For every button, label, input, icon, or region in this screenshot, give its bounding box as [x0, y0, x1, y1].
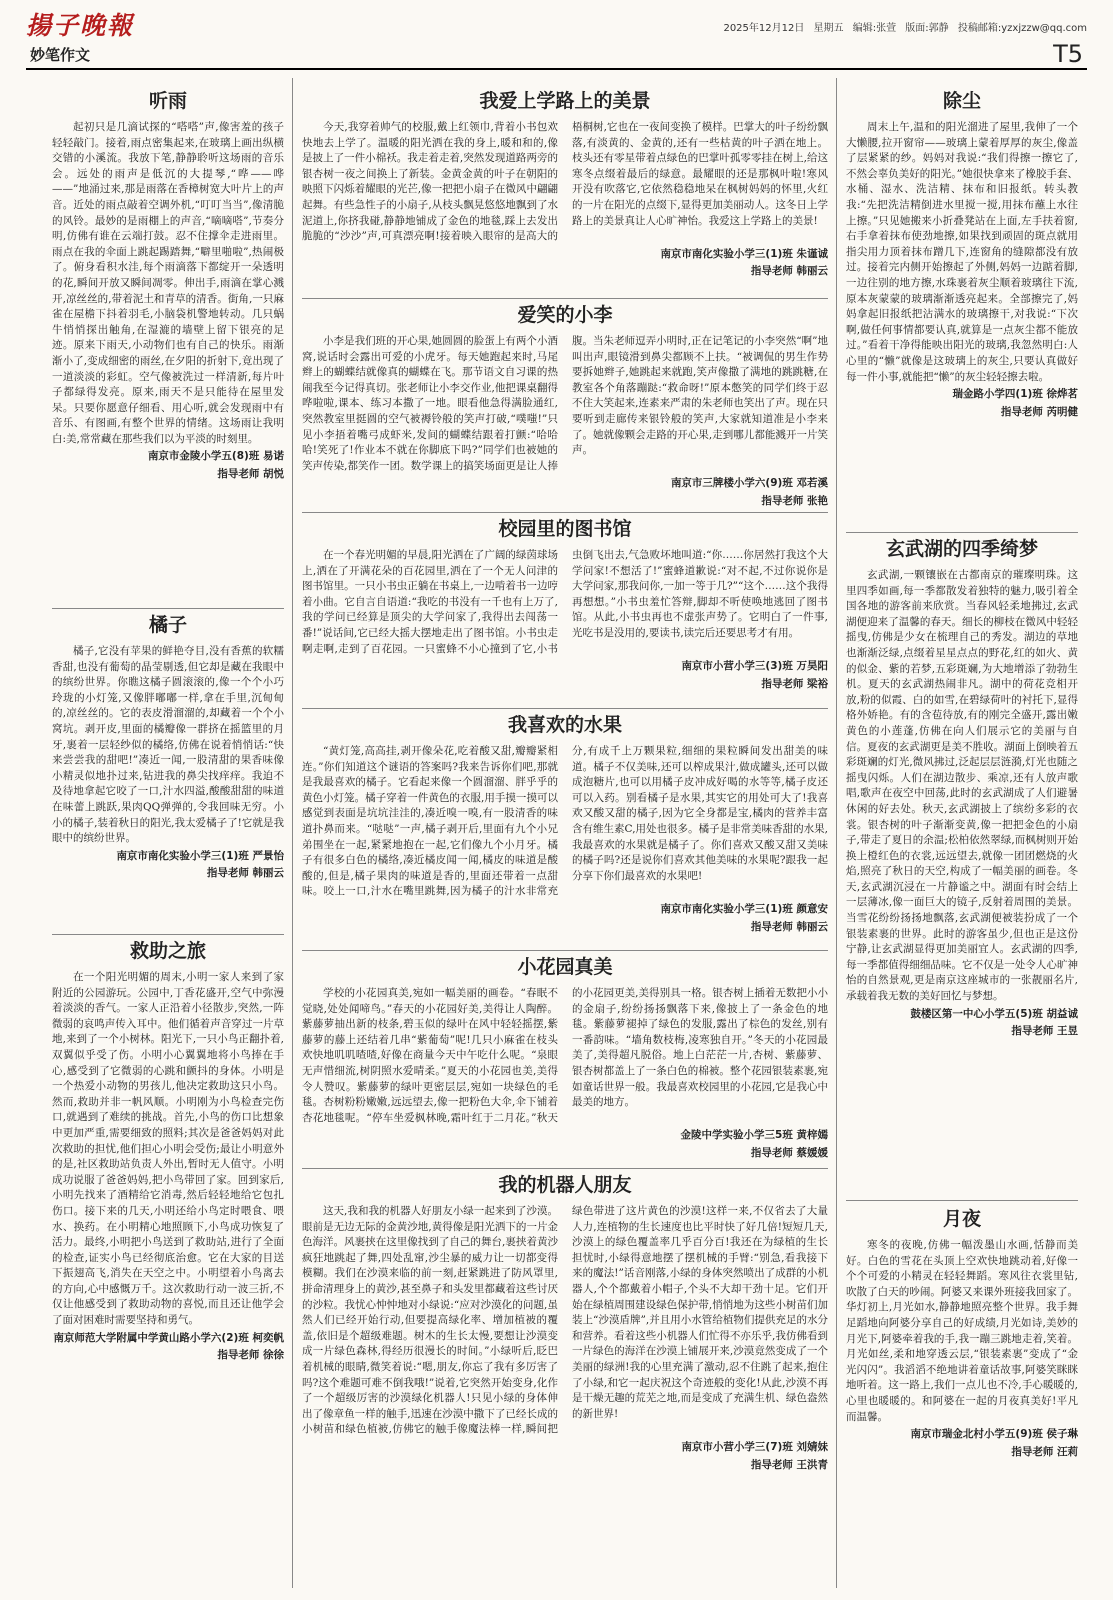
article-title: 校园里的图书馆 — [498, 518, 632, 540]
article-xuelu — [302, 88, 828, 296]
article-teacher: 指导老师 韩丽云 — [750, 920, 828, 933]
article-title: 橘子 — [148, 614, 187, 636]
article-divider — [846, 532, 1078, 533]
article-teacher: 指导老师 韩丽云 — [750, 265, 828, 278]
article-garden — [302, 954, 828, 1166]
article-divider — [302, 298, 828, 299]
article-school: 南京市南化实验小学三(1)班 颜意安 — [660, 902, 828, 915]
article-school: 南京市南化实验小学三(1)班 严景怡 — [116, 849, 284, 862]
article-body: 寒冬的夜晚,仿佛一幅泼墨山水画,恬静而美好。白色的雪花在头顶上空欢快地跳动着,好像一个个可爱的小精灵在轻轻舞蹈。寒风往衣裳里钻,吹散了白天的吵闹。阿婆又来课外班接我回家了。华灯初上,月光如水,静静地照亮整个世界。我手舞足蹈地向阿婆分享自己的好成绩,月光如诗,美妙的月光下,阿婆牵着我的手,我一蹦三跳地走着,笑着。月光如丝,柔和地穿透云层,“银装素裹”变成了“金光闪闪”。我滔滔不绝地讲着童话故事,阿婆笑眯眯地听着。这一路上,我们一点儿也不冷,手心暖暖的,心里也暖暖的。和阿婆在一起的月夜真美好!平凡而温馨。 — [846, 1239, 1078, 1423]
article-body: “黄灯笼,高高挂,剥开像朵花,吃着酸又甜,瓣瓣紧相连。”你们知道这个谜语的答案吗?我来告诉你们吧,那就是我最喜欢的橘子。它看起来像一个圆溜溜、胖乎乎的黄色小灯笼。橘子穿着一件黄色的衣服,用手摸一摸可以感觉到表面是坑坑洼洼的,凑近嗅一嗅,有一股清香的味道扑鼻而来。“哒哒”一声,橘子剥开后,里面有九个小兄弟围坐在一起,紧紧地抱在一起,它们像九个小月牙。橘子有很多白色的橘络,凑近橘皮闻一闻,橘皮的味道是酸酸的,但是,橘子果肉的味道是香的,里面还带着一点甜味。咬上一口,汁水在嘴里跳舞,因为橘子的汁水非常充分,有成千上万颗果粒,细细的果粒瞬间发出甜美的味道。橘子不仅美味,还可以榨成果汁,做成罐头,还可以做成泡糖片,也可以用橘子皮冲成好喝的水等等,橘子皮还可以入药。别看橘子是水果,其实它的用处可大了!我喜欢又酸又甜的橘子,因为它全身都是宝,橘肉的营养丰富含有维生素C,用处也很多。橘子是非常美味香甜的水果,我最喜欢的水果就是橘子了。你们喜欢又酸又甜又美味的橘子吗?还是说你们喜欢其他美味的水果呢?跟我一起分享下你们最喜欢的水果吧! — [302, 745, 828, 898]
article-body: 周末上午,温和的阳光溜进了屋里,我伸了一个大懒腰,拉开窗帘——玻璃上蒙着厚厚的灰尘,像盖了层紧紧的纱。妈妈对我说:“我们得擦一擦它了,不然会辜负美好的阳光。”她很快拿来了橡胶手套、水桶、湿水、洗洁精、抹布和旧报纸。转头教我:“先把洗洁精倒进水里搅一搅,用抹布蘸上水往上擦。”只见她搬来小折叠凳站在上面,左手扶着窗,右手拿着抹布使劲地擦,如果找到顽固的斑点就用指尖用力顶着抹布蹭几下,连窗角的缝隙都没有放过。接着完内侧开始擦起了外侧,妈妈一边踮着脚,一边往别的地方擦,水珠裹着灰尘顺着玻璃往下流,原本灰蒙蒙的玻璃渐渐透亮起来。全部擦完了,妈妈拿起旧报纸把沾满水的玻璃擦干,对我说:“下次啊,做任何事情都要认真,就算是一点灰尘都不能放过。”看着干净得能映出阳光的玻璃,我忽然明白:人心里的“懒”就像是这玻璃上的灰尘,只要认真做好每一件小事,就能把“懒”的灰尘轻轻擦去啦。 — [846, 121, 1078, 383]
article-teacher: 指导老师 胡悦 — [217, 468, 284, 481]
issue-date: 2025年12月12日 — [723, 23, 805, 34]
article-title: 除尘 — [942, 90, 981, 112]
article-school: 南京师范大学附属中学黄山路小学六(2)班 柯奕帆 — [53, 1331, 284, 1344]
article-tingyu — [52, 88, 284, 608]
article-body: 起初只是几滴试探的“嗒嗒”声,像害羞的孩子轻轻敲门。接着,雨点密集起来,在玻璃上画出纵横交错的小溪流。我放下笔,静静聆听这场雨的音乐会。远处的雨声是低沉的大提琴,“哗——哗——”地涌过来,那是雨落在香樟树宽大叶片上的声音。近处的雨点敲着空调外机,“叮叮当当”,像清脆的风铃。最妙的是雨棚上的声音,“嘀嘀嗒”,节奏分明,仿佛有谁在云端打鼓。忍不住撑伞走进雨里。雨点在我的伞面上跳起踢踏舞,“噼里啪啦”,热闹极了。俯身看积水洼,每个雨滴落下都绽开一朵透明的花,瞬间开放又瞬间凋零。伸出手,雨滴在掌心溅开,凉丝丝的,带着泥土和青草的清香。街角,一只麻雀在屋檐下抖着羽毛,小脑袋机警地转动。几只蜗牛悄悄探出触角,在湿漉的墙壁上留下银亮的足迹。原来下雨天,小动物们也有自己的快乐。雨渐渐小了,变成细密的雨丝,在夕阳的折射下,竟出现了一道淡淡的彩虹。空气像被洗过一样清新,每片叶子都绿得发亮。原来,雨天不是只能待在屋里发呆。只要你愿意仔细看、用心听,就会发现雨中有音乐、有图画,有整个世界的情绪。这场雨让我明白:美,常常藏在那些我们以为平淡的时刻里。 — [52, 121, 284, 445]
article-divider — [52, 608, 284, 609]
submission-email: 投稿邮箱:yzxjzzw@qq.com — [957, 23, 1087, 34]
article-school: 瑞金路小学四(1)班 徐烨茗 — [952, 388, 1078, 401]
column-rule — [292, 78, 293, 1588]
section-bar — [26, 42, 1087, 70]
article-body: 橘子,它没有苹果的鲜艳夺目,没有香蕉的软糯香甜,也没有葡萄的晶莹剔透,但它却是藏在我眼中的缤纷世界。你瞧这橘子圆滚滚的,像一个个小巧玲珑的小灯笼,又像胖嘟嘟一样,拿在手里,沉甸甸的,凉丝丝的。它的表皮滑溜溜的,却藏着一个个小窝坑。剥开皮,里面的橘瓣像一群挤在摇篮里的月牙,裹着一层轻纱似的橘络,仿佛在说着悄悄话:“快来尝尝我的甜吧!”凑近一闻,一股清甜的果香味像小精灵似地扑过来,钻进我的鼻尖找痒痒。我迫不及待地拿起它咬了一口,汁水四溢,酸酸甜甜的味道在味蕾上跳跃,果肉QQ弹弹的,令我回味无穷。小小的橘子,装着秋日的阳光,我太爱橘子了!它就是我眼中的缤纷世界。 — [52, 645, 284, 845]
article-body: 这天,我和我的机器人好朋友小绿一起来到了沙漠。眼前是无边无际的金黄沙地,黄得像是阳光洒下的一片金色海洋。风裹挟在这里像找到了自己的舞台,裹挟着黄沙疯狂地跳起了舞,四处乱窜,沙尘暴的威力让一切都变得模糊。我们在沙漠来临的前一刻,赶紧跳进了防风罩里,拼命清理身上的黄沙,甚至鼻子和头发里都藏着这些讨厌的沙粒。我忧心忡忡地对小绿说:“应对沙漠化的问题,虽然人们已经开始行动,但要提高绿化率、增加植被的覆盖,依旧是个超级难题。树木的生长太慢,要想让沙漠变成一片绿色森林,得经历很漫长的时间。”小绿听后,眨巴着机械的眼睛,微笑着说:“嗯,朋友,你忘了我有多厉害了吗?这个难题可难不倒我哦!”说着,它突然开始变身,化作了一个超级厉害的沙漠绿化机器人!只见小绿的身体伸出了像章鱼一样的触手,迅速在沙漠中撒下了已经长成的小树苗和绿色植被,仿佛它的触手像魔法棒一样,瞬间把绿色带进了这片黄色的沙漠!这样一来,不仅省去了大量人力,连植物的生长速度也比平时快了好几倍!短短几天,沙漠上的绿色覆盖率几乎百分百!我还在为绿植的生长担忧时,小绿得意地摆了摆机械的手臂:“别急,看我接下来的魔法!”话音刚落,小绿的身体突然喷出了成群的小机器人,个个都戴着小帽子,个头不大却干劲十足。它们开始在绿植周围建设绿色保护带,悄悄地为这些小树苗们加装上“沙漠盾牌”,并且用小水管给植物们提供充足的水分和营养。看着这些小机器人们忙得不亦乐乎,我仿佛看到一片绿色的海洋在沙漠上铺展开来,沙漠竟然变成了一个美丽的绿洲!我的心里充满了激动,忍不住跳了起来,抱住了小绿,和它一起庆祝这个奇迹般的变化!从此,沙漠不再是干燥无趣的荒芜之地,而是变成了充满生机、绿色盎然的新世界! — [302, 1205, 828, 1436]
article-teacher: 指导老师 张艳 — [761, 494, 828, 507]
article-teacher: 指导老师 王洪青 — [750, 1458, 828, 1471]
article-school: 金陵中学实验小学三5班 黄梓嫣 — [680, 1129, 828, 1142]
article-divider — [846, 1200, 1078, 1201]
article-xuanwu — [846, 536, 1078, 1196]
article-fruit — [302, 712, 828, 948]
article-teacher: 指导老师 徐徐 — [217, 1349, 284, 1362]
article-school: 鼓楼区第一中心小学五(5)班 胡益诚 — [910, 1007, 1078, 1020]
article-title: 听雨 — [148, 90, 187, 112]
article-teacher: 指导老师 芮明健 — [1000, 405, 1078, 418]
article-title: 我喜欢的水果 — [507, 714, 622, 736]
article-school: 南京市金陵小学五(8)班 易诺 — [147, 450, 284, 463]
top-strip — [26, 6, 1087, 40]
article-teacher: 指导老师 梁裕 — [761, 677, 828, 690]
article-chuchen — [846, 88, 1078, 528]
article-title: 爱笑的小李 — [517, 304, 613, 326]
article-title: 我爱上学路上的美景 — [479, 90, 651, 112]
article-body: 小李是我们班的开心果,她圆圆的脸蛋上有两个小酒窝,说话时会露出可爱的小虎牙。每天她跑起来时,马尾辫上的蝴蝶结就像真的蝴蝶在飞。那节语文自习课的热闹我至今记得真切。张老师让小李交作业,他把课桌翻得哗啦啦,课本、练习本撒了一地。眼看他急得满脸通红,突然教室里挺圆的空气被褥铃般的笑声打破,“噗嗤!”只见小李捂着嘴弓成虾米,发间的蝴蝶结跟着打颤:“哈哈哈!笑死了!作业本不就在你脚底下吗?”同学们也被她的笑声传染,都笑作一团。数学课上的搞笑场面更是让人捧腹。当朱老师逗弄小明时,正在记笔记的小李突然“啊”地叫出声,眼镜滑到鼻尖都顾不上扶。“被调侃的男生作势要拆她辫子,她跳起来就跑,笑声像撒了满地的跳跳糖,在教室各个角落蹦跶:“救命呀!”原本憋笑的同学们终于忍不住大笑起来,连素来严肃的朱老师也笑出了声。现在只要听到走廊传来银铃般的笑声,大家就知道准是小李来了。她就像颗会走路的开心果,走到哪儿都能溅开一片笑声。 — [302, 335, 828, 472]
page-number: T5 — [1053, 40, 1083, 68]
issue-weekday: 星期五 — [813, 23, 844, 34]
article-title: 小花园真美 — [517, 956, 613, 978]
layout-credit: 版面:郭静 — [905, 23, 949, 34]
article-library — [302, 516, 828, 706]
article-school: 南京市南化实验小学三(1)班 朱谨诚 — [660, 247, 828, 260]
article-school: 南京市三牌楼小学六(9)班 邓若溪 — [670, 477, 828, 490]
article-title: 我的机器人朋友 — [498, 1174, 632, 1196]
article-robot — [302, 1172, 828, 1592]
editor-credit: 编辑:张萱 — [852, 23, 897, 34]
article-teacher: 指导老师 韩丽云 — [206, 867, 284, 880]
section-name: 妙笔作文 — [30, 46, 91, 64]
article-divider — [302, 1168, 828, 1169]
article-xiaoli — [302, 302, 828, 510]
article-school: 南京市瑞金北村小学五(9)班 侯子琳 — [910, 1428, 1078, 1441]
article-teacher: 指导老师 蔡媛媛 — [750, 1146, 828, 1159]
issue-meta — [717, 19, 1087, 34]
article-teacher: 指导老师 王昱 — [1011, 1025, 1078, 1038]
article-school: 南京市小营小学三(7)班 刘婧妹 — [681, 1440, 828, 1453]
article-divider — [302, 950, 828, 951]
article-jiuzhu — [52, 938, 284, 1592]
article-body: 玄武湖,一颗镶嵌在古都南京的璀璨明珠。这里四季如画,每一季都散发着独特的魅力,吸引着全国各地的游客前来欣赏。当春风轻柔地拂过,玄武湖便迎来了温馨的春天。细长的柳枝在微风中轻轻摇曳,仿佛是少女在梳理自己的秀发。湖边的草地也渐渐泛绿,点缀着星星点点的野花,红的如火、黄的似金、紫的若梦,五彩斑斓,为大地增添了勃勃生机。夏天的玄武湖热闹非凡。湖中的荷花竞相开放,粉的似霞、白的如雪,在碧绿荷叶的衬托下,显得格外娇艳。有的含苞待放,有的刚完全盛开,露出嫩黄色的小莲蓬,仿佛在向人们展示它的美丽与自信。夏夜的玄武湖更是美不胜收。湖面上倒映着五彩斑斓的灯光,微风拂过,泛起层层涟漪,灯光也随之摇曳闪烁。人们在湖边散步、乘凉,还有人放声歌唱,歌声在夜空中回荡,此时的玄武湖成了人们避暑休闲的好去处。秋天,玄武湖披上了缤纷多彩的衣裳。银杏树的叶子渐渐变黄,像一把把金色的小扇子,带走了夏日的余温;松柏依然翠绿,而枫树则开始换上橙红色的衣裳,远远望去,就像一团团燃烧的火焰,照亮了秋日的天空,构成了一幅美丽的画卷。冬天,玄武湖沉浸在一片静谧之中。湖面有时会结上一层薄冰,像一面巨大的镜子,反射着周围的美景。当雪花纷纷扬扬地飘落,玄武湖便被装扮成了一个银装素裹的世界。此时的游客虽少,但也正是这份宁静,让玄武湖显得更加美丽宜人。玄武湖的四季,每一季都值得细细品味。它不仅是一处令人心旷神怡的自然景观,更是南京这座城市的一张靓丽名片,承载着我无数的美好回忆与梦想。 — [846, 569, 1078, 1003]
article-yueye — [846, 1206, 1078, 1592]
article-title: 月夜 — [942, 1208, 981, 1230]
article-body: 学校的小花园真美,宛如一幅美丽的画卷。“春眠不觉晓,处处闻啼鸟。”春天的小花园好美,美得让人陶醉。紫藤萝抽出新的枝条,碧玉似的绿叶在风中轻轻摇摆,紫藤萝的藤上还结着几串“紫葡萄”呢!几只小麻雀在枝头欢快地叽叽喳喳,好像在商量今天中午吃什么呢。“泉眼无声惜细流,树阴照水爱晴柔。”夏天的小花园也美,美得令人赞叹。紫藤萝的绿叶更密层层,宛如一块绿色的毛毯。杏树粉粉嫩嫩,远远望去,像一把粉色大伞,伞下铺着杏花地毯呢。“停车坐爱枫林晚,霜叶红于二月花。”秋天的小花园更美,美得别具一格。银杏树上插着无数把小小的金扇子,纷纷扬扬飘落下来,像披上了一条金色的地毯。紫藤萝褪掉了绿色的发服,露出了棕色的发丝,别有一番韵味。“墙角数枝梅,凌寒独自开。”冬天的小花园最美了,美得超凡脱俗。地上白茫茫一片,杏树、紫藤萝、银杏树都盖上了一条白色的棉被。整个花园银装素裹,宛如童话世界一般。我最喜欢校园里的小花园,它是我心中最美的地方。 — [302, 987, 828, 1124]
article-title: 玄武湖的四季绮梦 — [885, 538, 1038, 560]
column-rule — [836, 78, 837, 1588]
article-divider — [302, 512, 828, 513]
masthead-logo: 揚子晚報 — [26, 11, 135, 40]
article-teacher: 指导老师 汪莉 — [1011, 1445, 1078, 1458]
article-juzi — [52, 612, 284, 932]
article-divider — [302, 708, 828, 709]
article-body: 今天,我穿着帅气的校服,戴上红领巾,背着小书包欢快地去上学了。温暖的阳光洒在我的身上,暖和和的,像是披上了一件小棉袄。我走着走着,突然发现道路两旁的银杏树一夜之间换上了新装。金黄金黄的叶子在朝阳的映照下闪烁着耀眼的光芒,像一把把小扇子在微风中翩翩起舞。有些急性子的小扇子,从枝头飘晃悠悠地飘到了水泥道上,你挤我碰,静静地铺成了金色的地毯,踩上去发出脆脆的“沙沙”声,可真漂亮啊!接着映入眼帘的是高大的梧桐树,它也在一夜间变换了模样。巴掌大的叶子纷纷飘落,有淡黄的、金黄的,还有一些枯黄的叶子洒在地上。枝头还有零星带着点绿色的巴掌叶孤零零挂在树上,给这寒冬点缀着最后的绿意。最耀眼的还是那枫叶啦!寒风开没有吹落它,它依然稳稳地呆在枫树妈妈的怀里,火红的一片在阳光的点缀下,显得更加美丽动人。这冬日上学路上的美景真让人心旷神怡。我爱这上学路上的美景! — [302, 121, 828, 243]
article-divider — [52, 934, 284, 935]
article-body: 在一个阳光明媚的周末,小明一家人来到了家附近的公园游玩。公园中,丁香花盛开,空气中弥漫着淡淡的香气。一家人正沿着小径散步,突然,一阵微弱的哀鸣声传入耳中。他们循着声音穿过一片草地,来到了一个小树林。阳光下,一只小鸟正翻扑着,双翼似乎受了伤。小明小心翼翼地将小鸟捧在手心,感受到了它微弱的心跳和颤抖的身体。小明是一个热爱小动物的男孩儿,他决定救助这只小鸟。然而,救助并非一帆风顺。小明刚为小鸟检查完伤口,就遇到了难续的挑战。首先,小鸟的伤口比想象中更加严重,需要细致的照料;其次是爸爸妈妈对此次救助的担忧,他们担心小明会受伤;最让小明意外的是,社区救助站负责人外出,暂时无人值守。小明成功说服了爸爸妈妈,把小鸟带回了家。回到家后,小明先找来了酒精给它消毒,然后轻轻地给它包扎伤口。接下来的几天,小明还给小鸟定时喂食、喂水、换药。在小明精心地照顾下,小鸟成功恢复了活力。最终,小明把小鸟送到了救助站,进行了全面的检查,证实小鸟已经彻底治愈。它在大家的目送下振翅高飞,消失在天空之中。小明望着小鸟离去的方向,心中感慨万千。这次救助行动一波三折,不仅让他感受到了救助动物的喜悦,而且还让他学会了面对困难时需要坚持和勇气。 — [52, 971, 284, 1327]
article-body: 在一个春光明媚的早晨,阳光洒在了广阔的绿茵球场上,洒在了开满花朵的百花园里,洒在了一个无人问津的图书馆里。一只小书虫正躺在书桌上,一边啃着书一边哼着小曲。它自言自语道:“我吃的书没有一千也有上万了,我的学问已经算是顶尖的大学问家了,我得出去闯荡一番!”说话间,它已经大摇大摆地走出了图书馆。小书虫走啊走啊,走到了百花园。一只蜜蜂不小心撞到了它,小书虫倒飞出去,气急败坏地叫道:“你……你居然打我这个大学问家!不想活了!”蜜蜂道歉说:“对不起,不过你说你是大学问家,那我问你,一加一等于几?”“这个……这个我得再想想。”小书虫羞忙答辩,脚却不听使唤地逃回了图书馆。从此,小书虫再也不虚张声势了。它明白了一件事,光吃书是没用的,要读书,读完后还要思考才有用。 — [302, 549, 828, 655]
article-school: 南京市小营小学三(3)班 万昊阳 — [681, 660, 828, 673]
article-title: 救助之旅 — [129, 940, 206, 962]
